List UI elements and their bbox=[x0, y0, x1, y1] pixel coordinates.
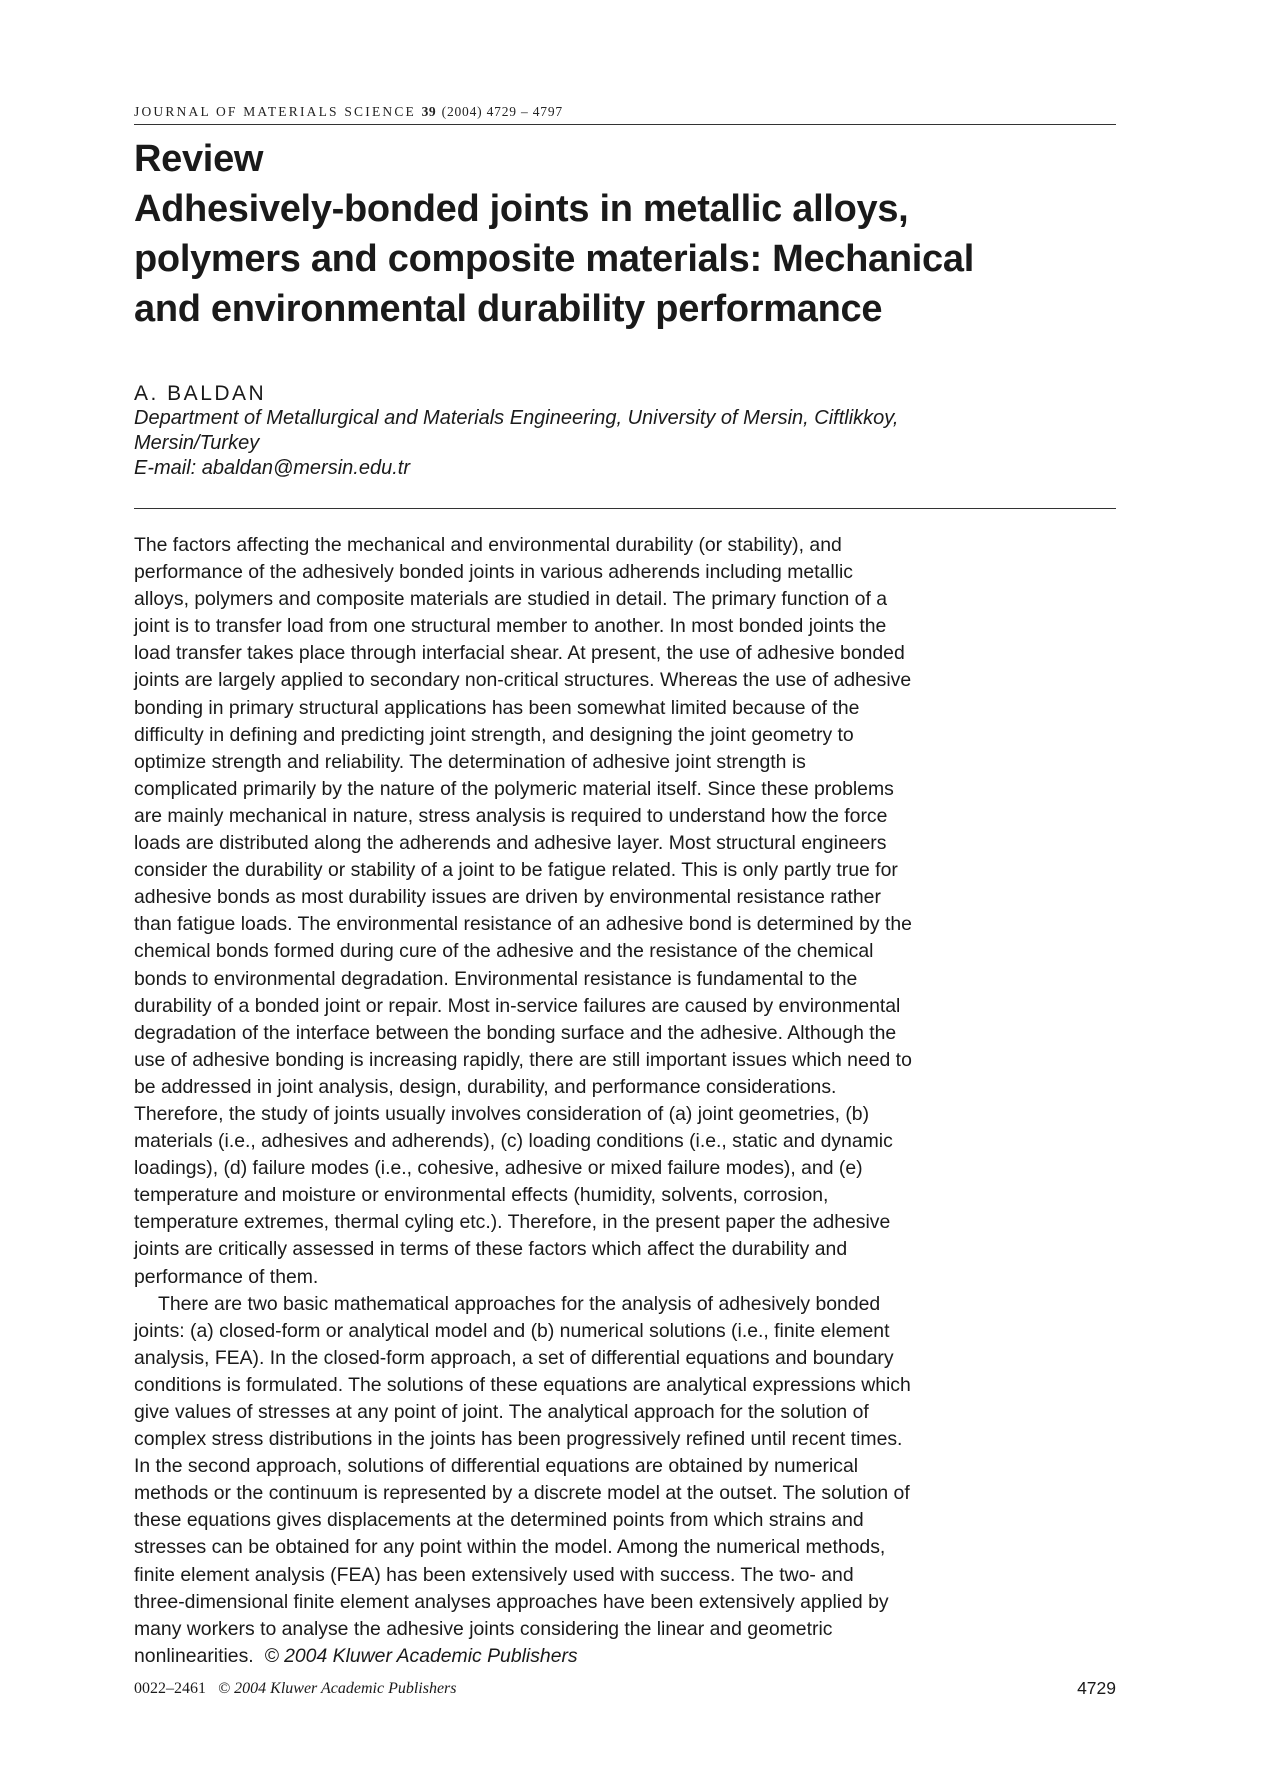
abstract-line: complex stress distributions in the joints has been progressively refined until recent times. bbox=[134, 1428, 903, 1451]
abstract-line: bonds to environmental degradation. Environmental resistance is fundamental to the bbox=[134, 967, 858, 990]
affiliation-line: Mersin/Turkey bbox=[134, 432, 260, 454]
running-head bbox=[134, 104, 1116, 120]
footer-copyright: © 2004 Kluwer Academic Publishers bbox=[218, 1680, 457, 1697]
abstract bbox=[134, 532, 1119, 1670]
abstract-last-text: nonlinearities. bbox=[134, 1644, 254, 1667]
abstract-line: optimize strength and reliability. The determination of adhesive joint strength is bbox=[134, 750, 806, 773]
abstract-line: joints are critically assessed in terms of these factors which affect the durability and bbox=[134, 1238, 848, 1261]
article-title bbox=[134, 134, 1114, 334]
title-line: Adhesively-bonded joints in metallic alloys, bbox=[134, 188, 909, 230]
abstract-line: temperature extremes, thermal cyling etc.). Therefore, in the present paper the adhesive bbox=[134, 1211, 891, 1234]
abstract-line: loadings), (d) failure modes (i.e., cohesive, adhesive or mixed failure modes), and (e) bbox=[134, 1157, 863, 1180]
abstract-line: adhesive bonds as most durability issues are driven by environmental resistance rather bbox=[134, 886, 881, 909]
abstract-line: than fatigue loads. The environmental resistance of an adhesive bond is determined by the bbox=[134, 913, 912, 936]
abstract-line: performance of them. bbox=[134, 1265, 319, 1288]
abstract-line: are mainly mechanical in nature, stress analysis is required to understand how the force bbox=[134, 804, 888, 827]
abstract-line: degradation of the interface between the bonding surface and the adhesive. Although the bbox=[134, 1021, 897, 1044]
abstract-line: chemical bonds formed during cure of the adhesive and the resistance of the chemical bbox=[134, 940, 874, 963]
abstract-line: materials (i.e., adhesives and adherends), (c) loading conditions (i.e., static and dynamic bbox=[134, 1130, 893, 1153]
title-line: and environmental durability performance bbox=[134, 288, 883, 330]
abstract-line: load transfer takes place through interfacial shear. At present, the use of adhesive bonded bbox=[134, 642, 905, 665]
page-number: 4729 bbox=[1077, 1678, 1116, 1698]
author-name: A. BALDAN bbox=[134, 382, 267, 405]
abstract-line: use of adhesive bonding is increasing rapidly, there are still important issues which need to bbox=[134, 1048, 912, 1071]
abstract-line bbox=[134, 1643, 1119, 1670]
abstract-line: three-dimensional finite element analyses approaches have been extensively applied by bbox=[134, 1590, 889, 1613]
author-affiliation bbox=[134, 406, 1114, 481]
abstract-line: joints are largely applied to secondary non-critical structures. Whereas the use of adhesive bbox=[134, 669, 912, 692]
abstract-line: durability of a bonded joint or repair. Most in-service failures are caused by environmental bbox=[134, 994, 901, 1017]
journal-volume: 39 bbox=[421, 104, 437, 119]
abstract-line: Therefore, the study of joints usually involves consideration of (a) joint geometries, (b) bbox=[134, 1102, 870, 1125]
abstract-line: In the second approach, solutions of differential equations are obtained by numerical bbox=[134, 1455, 859, 1478]
abstract-body bbox=[134, 532, 1119, 1643]
affiliation-line: Department of Metallurgical and Materials Engineering, University of Mersin, Ciftlikkoy, bbox=[134, 407, 899, 429]
abstract-line: difficulty in defining and predicting joint strength, and designing the joint geometry to bbox=[134, 723, 854, 746]
title-line: Review bbox=[134, 138, 264, 180]
footer-issn-copyright bbox=[134, 1680, 457, 1698]
journal-name: JOURNAL OF MATERIALS SCIENCE bbox=[134, 104, 416, 119]
abstract-line: The factors affecting the mechanical and environmental durability (or stability), and bbox=[134, 534, 842, 556]
abstract-line: analysis, FEA). In the closed-form approach, a set of differential equations and boundary bbox=[134, 1346, 894, 1369]
journal-year-pages: (2004) 4729 – 4797 bbox=[441, 104, 563, 119]
abstract-line: temperature and moisture or environmental effects (humidity, solvents, corrosion, bbox=[134, 1184, 829, 1207]
title-line: polymers and composite materials: Mechanical bbox=[134, 238, 974, 280]
abstract-line: There are two basic mathematical approaches for the analysis of adhesively bonded bbox=[158, 1292, 881, 1315]
abstract-line: stresses can be obtained for any point within the model. Among the numerical methods, bbox=[134, 1536, 886, 1559]
abstract-rule bbox=[134, 508, 1116, 509]
header-rule bbox=[134, 124, 1116, 125]
abstract-copyright: © 2004 Kluwer Academic Publishers bbox=[264, 1644, 578, 1667]
abstract-line: be addressed in joint analysis, design, durability, and performance considerations. bbox=[134, 1075, 837, 1098]
abstract-line: joint is to transfer load from one structural member to another. In most bonded joints the bbox=[134, 615, 887, 638]
abstract-line: joints: (a) closed-form or analytical model and (b) numerical solutions (i.e., finite element bbox=[134, 1319, 890, 1342]
abstract-line: performance of the adhesively bonded joints in various adherends including metallic bbox=[134, 561, 853, 584]
abstract-line: many workers to analyse the adhesive joints considering the linear and geometric bbox=[134, 1617, 833, 1640]
issn: 0022–2461 bbox=[134, 1680, 206, 1697]
abstract-line: these equations gives displacements at the determined points from which strains and bbox=[134, 1509, 864, 1532]
abstract-line: loads are distributed along the adherends and adhesive layer. Most structural engineers bbox=[134, 832, 887, 855]
abstract-line: bonding in primary structural applications has been somewhat limited because of the bbox=[134, 696, 860, 719]
abstract-line: conditions is formulated. The solutions of these equations are analytical expressions which bbox=[134, 1373, 911, 1396]
abstract-line: complicated primarily by the nature of the polymeric material itself. Since these problems bbox=[134, 777, 894, 800]
abstract-line: give values of stresses at any point of joint. The analytical approach for the solution of bbox=[134, 1401, 869, 1423]
abstract-line: finite element analysis (FEA) has been extensively used with success. The two- and bbox=[134, 1563, 854, 1586]
abstract-line: consider the durability or stability of a joint to be fatigue related. This is only partly true for bbox=[134, 859, 898, 882]
abstract-line: alloys, polymers and composite materials are studied in detail. The primary function of a bbox=[134, 588, 888, 611]
email-line: E-mail: abaldan@mersin.edu.tr bbox=[134, 457, 410, 479]
abstract-line: methods or the continuum is represented by a discrete model at the outset. The solution of bbox=[134, 1482, 910, 1505]
